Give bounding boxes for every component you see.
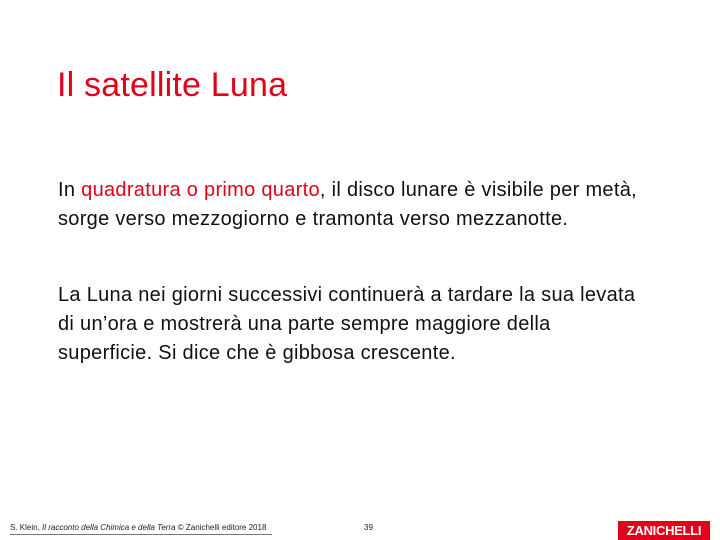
paragraph-suffix: , il disco lunare è visibile per metà, sorge verso mezzogiorno e tramonta verso mezzanotte. (58, 179, 637, 230)
footer-publisher-note: © Zanichelli editore 2018 (175, 523, 267, 532)
paragraph-prefix: In (58, 179, 82, 201)
publisher-logo: ZANICHELLI (618, 521, 710, 540)
footer-divider (10, 534, 272, 535)
footer-credit (10, 523, 266, 532)
paragraph-first-quarter (58, 176, 648, 234)
footer-book-title: Il racconto della Chimica e della Terra (42, 523, 176, 532)
slide-title: Il satellite Luna (57, 66, 288, 104)
footer-author: S. Klein, (10, 523, 43, 532)
highlight-term: quadratura o primo quarto (81, 179, 320, 201)
page-number: 39 (364, 523, 373, 532)
paragraph-waxing-gibbous: La Luna nei giorni successivi continuerà a tardare la sua levata di un’ora e mostrerà una parte sempre maggiore della superficie. Si dice che è gibbosa crescente. (58, 284, 636, 364)
